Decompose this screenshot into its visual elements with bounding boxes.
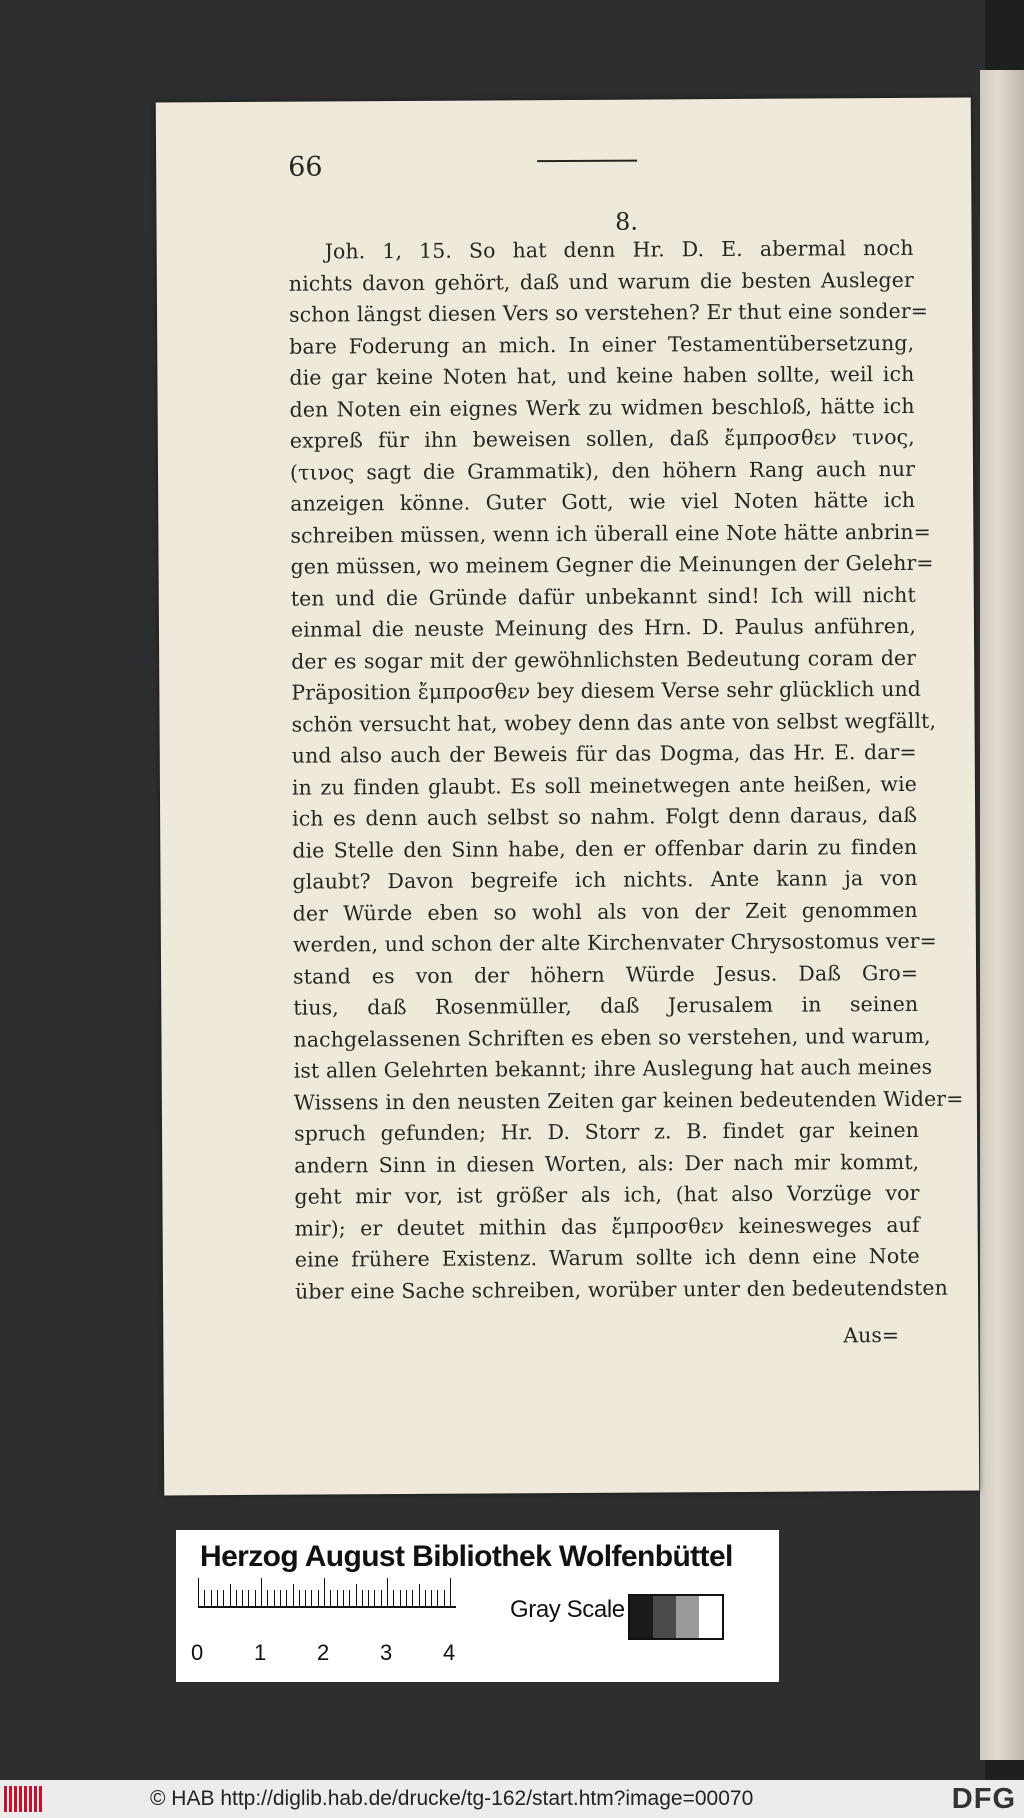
ruler-tick xyxy=(217,1590,218,1608)
ruler-tick xyxy=(406,1590,407,1608)
text-line: bare Foderung an mich. In einer Testamentübersetzung, xyxy=(289,330,915,359)
ruler-tick xyxy=(311,1590,312,1608)
text-line: gen müssen, wo meinem Gegner die Meinungen der Gelehr= xyxy=(290,550,934,579)
ruler-number: 4 xyxy=(443,1640,456,1665)
ruler-tick xyxy=(324,1578,325,1608)
text-line: tius, daß Rosenmüller, daß Jerusalem in seinen xyxy=(293,991,919,1020)
header-rule xyxy=(537,160,637,163)
ruler-tick xyxy=(431,1590,432,1608)
ruler-tick xyxy=(349,1590,350,1608)
ruler-tick xyxy=(305,1590,306,1608)
ruler-tick xyxy=(267,1590,268,1608)
page-number: 66 xyxy=(288,151,323,183)
ruler-tick xyxy=(381,1590,382,1608)
text-line: mir); er deutet mithin das ἔμπροσθεν keinesweges auf xyxy=(294,1212,920,1241)
text-line: nichts davon gehört, daß und warum die besten Ausleger xyxy=(288,267,914,296)
text-line: der Würde eben so wohl als von der Zeit genommen xyxy=(292,897,918,926)
text-line: glaubt? Davon begreife ich nichts. Ante kann ja von xyxy=(292,865,918,894)
ruler-tick xyxy=(419,1584,420,1608)
text-line: schreiben müssen, wenn ich überall eine Note hätte anbrin= xyxy=(290,519,931,548)
text-line: ist allen Gelehrten bekannt; ihre Auslegung hat auch meines xyxy=(293,1054,933,1083)
text-line: andern Sinn in diesen Worten, als: Der nach mir kommt, xyxy=(294,1149,920,1178)
ruler-number: 3 xyxy=(380,1640,393,1665)
ruler-tick xyxy=(387,1578,388,1608)
ruler-tick xyxy=(450,1578,451,1608)
text-line: Präposition ἔμπροσθεν bey diesem Verse sehr glücklich und xyxy=(291,676,922,705)
ruler-tick xyxy=(286,1590,287,1608)
gray-swatch xyxy=(653,1596,676,1638)
ruler-tick xyxy=(230,1584,231,1608)
page-body-text xyxy=(288,233,964,1308)
text-line: in zu finden glaubt. Es soll meinetwegen ante heißen, wie xyxy=(291,771,917,800)
text-line: ich es denn auch selbst so nahm. Folgt denn daraus, daß xyxy=(292,802,918,831)
ruler-tick xyxy=(211,1590,212,1608)
text-line: werden, und schon der alte Kirchenvater Chrysostomus ver= xyxy=(292,928,937,957)
ruler-tick xyxy=(343,1590,344,1608)
text-line: schon längst diesen Vers so verstehen? Er thut eine sonder= xyxy=(288,298,929,327)
ruler-tick xyxy=(280,1590,281,1608)
ruler-tick xyxy=(255,1590,256,1608)
footer-bar xyxy=(0,1780,1024,1818)
ruler-tick xyxy=(299,1590,300,1608)
gray-scale-swatches xyxy=(628,1594,724,1640)
ruler-tick xyxy=(337,1590,338,1608)
ruler-tick xyxy=(261,1578,262,1608)
text-line: anzeigen könne. Guter Gott, wie viel Noten hätte ich xyxy=(290,487,916,516)
book-page xyxy=(156,98,979,1496)
dfg-logo: DFG xyxy=(951,1783,1016,1815)
ruler-tick xyxy=(400,1590,401,1608)
ruler-number: 1 xyxy=(254,1640,267,1665)
ruler-tick xyxy=(356,1584,357,1608)
ruler-tick xyxy=(204,1590,205,1608)
ruler-tick xyxy=(242,1590,243,1608)
catchword: Aus= xyxy=(843,1322,900,1348)
gray-swatch xyxy=(676,1596,699,1638)
library-scale-label xyxy=(176,1530,779,1682)
ruler-tick xyxy=(437,1590,438,1608)
text-line: (τινος sagt die Grammatik), den höhern Rang auch nur xyxy=(289,456,916,485)
text-line: über eine Sache schreiben, worüber unter den bedeutendsten xyxy=(294,1275,948,1304)
ruler-tick xyxy=(293,1584,294,1608)
footer-copyright-url[interactable]: © HAB http://diglib.hab.de/drucke/tg-162/start.htm?image=00070 xyxy=(150,1787,754,1810)
text-line: Wissens in den neusten Zeiten gar keinen bedeutenden Wider= xyxy=(293,1086,964,1115)
ruler-tick xyxy=(425,1590,426,1608)
gray-swatch xyxy=(699,1596,722,1638)
ruler-tick xyxy=(412,1590,413,1608)
text-line: stand es von der höhern Würde Jesus. Daß Gro= xyxy=(293,960,919,989)
text-line: schön versucht hat, wobey denn das ante von selbst wegfällt, xyxy=(291,708,937,737)
ruler-number: 0 xyxy=(191,1640,204,1665)
text-line: die Stelle den Sinn habe, den er offenbar darin zu finden xyxy=(292,834,918,863)
ruler-tick xyxy=(374,1590,375,1608)
text-line: die gar keine Noten hat, und keine haben sollte, weil ich xyxy=(289,361,915,390)
gray-scale-label: Gray Scale xyxy=(510,1596,625,1623)
text-line: der es sogar mit der gewöhnlichsten Bedeutung coram der xyxy=(291,645,917,674)
ruler-tick xyxy=(236,1590,237,1608)
hab-logo-icon xyxy=(4,1786,44,1812)
ruler-tick xyxy=(368,1590,369,1608)
ruler-number: 2 xyxy=(317,1640,330,1665)
text-line: geht mir vor, ist größer als ich, (hat also Vorzüge vor xyxy=(294,1180,920,1209)
ruler-tick xyxy=(362,1590,363,1608)
ruler-tick xyxy=(223,1590,224,1608)
text-line: spruch gefunden; Hr. D. Storr z. B. findet gar keinen xyxy=(293,1117,920,1146)
text-line: den Noten ein eignes Werk zu widmen beschloß, hätte ich xyxy=(289,393,915,422)
ruler-tick xyxy=(444,1590,445,1608)
text-line: Joh. 1, 15. So hat denn Hr. D. E. abermal noch xyxy=(324,235,914,264)
library-name: Herzog August Bibliothek Wolfenbüttel xyxy=(200,1540,733,1573)
ruler-tick xyxy=(198,1578,199,1608)
text-line: expreß für ihn beweisen sollen, daß ἔμπροσθεν τινος, xyxy=(289,424,915,453)
text-line: und also auch der Beweis für das Dogma, das Hr. E. dar= xyxy=(291,739,917,768)
ruler-tick xyxy=(318,1590,319,1608)
ruler-tick xyxy=(330,1590,331,1608)
ruler-tick xyxy=(248,1590,249,1608)
section-number: 8. xyxy=(614,207,639,236)
text-line: nachgelassenen Schriften es eben so verstehen, und warum, xyxy=(293,1023,931,1052)
ruler-tick xyxy=(274,1590,275,1608)
text-line: einmal die neuste Meinung des Hrn. D. Paulus anführen, xyxy=(290,613,917,642)
ruler-tick xyxy=(393,1590,394,1608)
text-line: eine frühere Existenz. Warum sollte ich denn eine Note xyxy=(294,1243,920,1272)
gray-swatch xyxy=(630,1596,653,1638)
text-line: ten und die Gründe dafür unbekannt sind! Ich will nicht xyxy=(290,582,916,611)
next-page-edge xyxy=(980,70,1024,1760)
